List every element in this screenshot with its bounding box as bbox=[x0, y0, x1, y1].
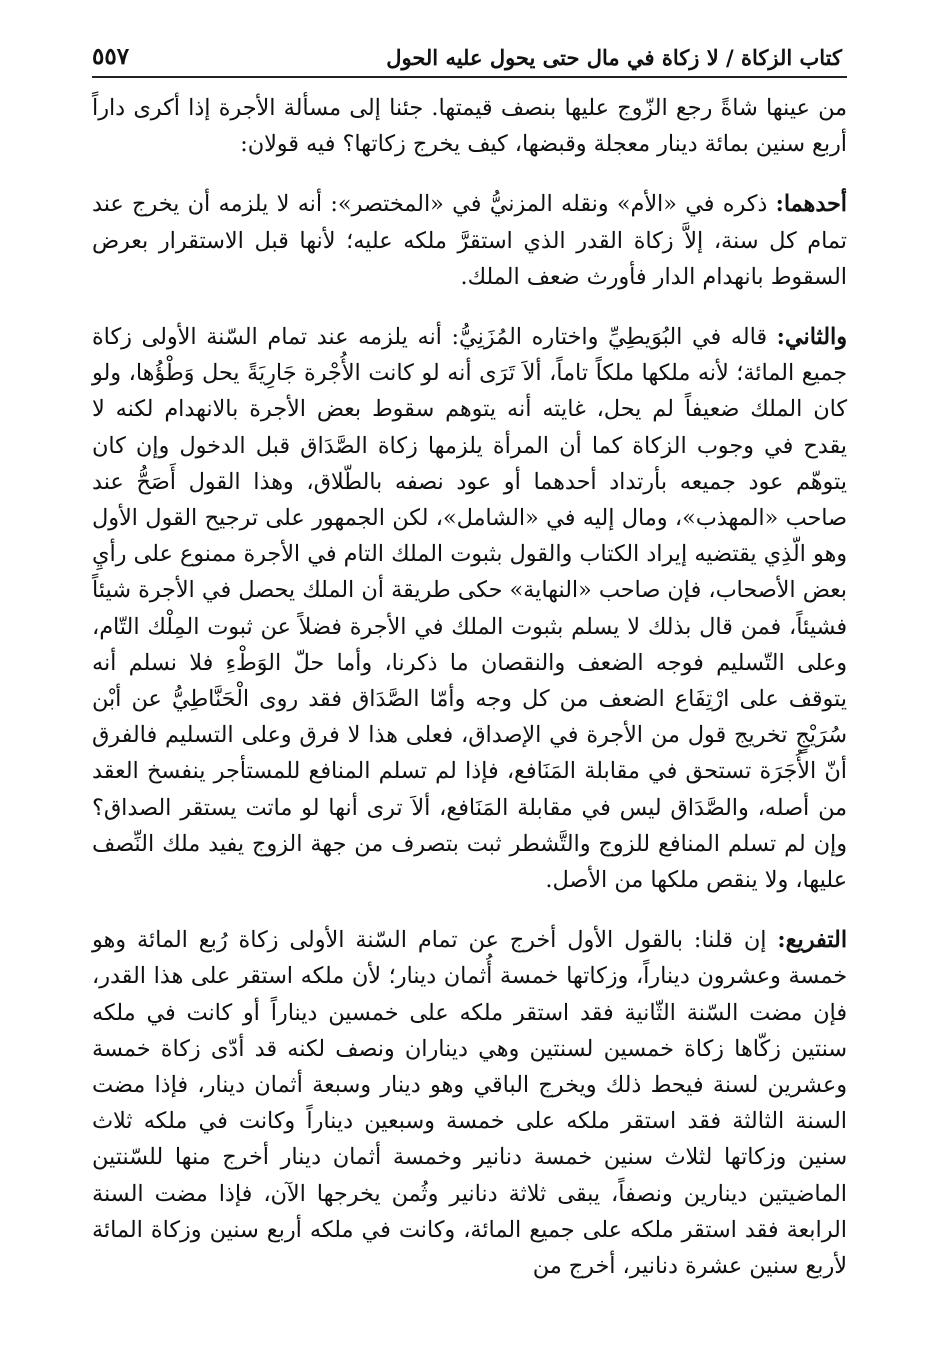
running-header bbox=[92, 30, 842, 70]
paragraph-gap bbox=[92, 295, 847, 319]
paragraph-text: ذكره في «الأم» ونقله المزنيُّ في «المختصر»: أنه لا يلزمه أن يخرج عند تمام كل سنة، إلاَّ زكاة القدر الذي استقرَّ ملكه عليه؛ لأنها قبل الاستقرار بعرض السقوط بانهدام الدار فأورث ضعف الملك. bbox=[92, 191, 847, 290]
paragraph-gap bbox=[92, 898, 847, 922]
header-rule bbox=[92, 76, 847, 78]
paragraph-text: إن قلنا: بالقول الأول أخرج عن تمام السّنة الأولى زكاة رُبع المائة وهو خمسة وعشرون ديناراً، وزكاتها خمسة أُثمان دينار؛ لأن ملكه استقر على هذا القدر، فإن مضت السّنة الثّانية فقد استقر ملكه على خمسين ديناراً أو كانت في ملكه سنتين زكّاها زكاة خمسين لسنتين وهي ديناران ونصف لكنه قد أدّى زكاة خمسة وعشرين لسنة فيحط ذلك ويخرج الباقي وهو دينار وسبعة أثمان دينار، فإذا مضت السنة الثالثة فقد استقر ملكه على خمسة وسبعين ديناراً وكانت في ملكه ثلاث سنين وزكاتها لثلاث سنين خمسة دنانير وخمسة أثمان دينار أخرج منها للسّنتين الماضيتين دينارين ونصفاً، يبقى ثلاثة دنانير وثُمن يخرجها الآن، فإذا مضت السنة الرابعة فقد استقر ملكه على جميع المائة، وكانت في ملكه أربع سنين وزكاة المائة لأربع سنين عشرة دنانير، أخرج من bbox=[92, 927, 847, 1280]
paragraph-second-opinion bbox=[92, 319, 847, 898]
paragraph-label: التفريع: bbox=[777, 927, 848, 954]
paragraph-text: من عينها شاةً رجع الزّوج عليها بنصف قيمتها. جئنا إلى مسألة الأجرة إذا أكرى داراً أربع سنين بمائة دينار معجلة وقبضها، كيف يخرج زكاتها؟ فيه قولان: bbox=[92, 95, 847, 158]
paragraph-intro bbox=[92, 90, 847, 162]
page-number: ٥٥٧ bbox=[92, 43, 130, 70]
header-title: كتاب الزكاة / لا زكاة في مال حتى يحول عليه الحول bbox=[386, 45, 842, 70]
paragraph-gap bbox=[92, 162, 847, 186]
paragraph-label: أحدهما: bbox=[775, 191, 847, 218]
paragraph-first-opinion bbox=[92, 186, 847, 295]
paragraph-text: قاله في البُوَيطِيِّ واختاره المُزَنِيُّ: أنه يلزمه عند تمام السّنة الأولى زكاة جميع المائة؛ لأنه ملكها ملكاً تاماً، ألاَ تَرَى أنه لو كانت الأُجْرة جَارِيَةً يحل وَطْؤُها، ولو كان الملك ضعيفاً لم يحل، غايته أنه يتوهم سقوط بعض الأجرة بالانهدام لكنه لا يقدح في وجوب الزكاة كما أن المرأة يلزمها زكاة الصَّدَاق قبل الدخول وإن كان يتوهّم عود جميعه بأرتداد أحدهما أو عود نصفه بالطّلاق، وهذا القول أَصَحُّ عند صاحب «المهذب»، ومال إليه في «الشامل»، لكن الجمهور على ترجيح القول الأول وهو الّذِي يقتضيه إيراد الكتاب والقول بثبوت الملك التام في الأجرة ممنوع على رأيِ بعض الأصحاب، فإن صاحب «النهاية» حكى طريقة أن الملك يحصل في الأجرة شيئاً فشيئاً، فمن قال بذلك لا يسلم بثبوت الملك في الأجرة فضلاً عن ثبوت المِلْك التّام، وعلى التّسليم فوجه الضعف والنقصان ما ذكرنا، وأما حلّ الوَطْءِ فلا نسلم أنه يتوقف على ارْتِفَاع الضعف من كل وجه وأمّا الصَّدَاق فقد روى الْحَنَّاطِيُّ عن أبْن سُرَيْجٍ تخريج قول من الأجرة في الإصداق، فعلى هذا لا فرق وعلى التسليم فالفرق أنّ الأُجَرَة تستحق في مقابلة المَنَافع، فإذا لم تسلم المنافع للمستأجر ينفسخ العقد من أصله، والصَّدَاق ليس في مقابلة المَنَافع، ألاَ ترى أنها لو ماتت يستقر الصداق؟ وإن لم تسلم المنافع للزوج والتَّشطر ثبت بتصرف من جهة الزوج يفيد ملك النِّصف عليها، ولا ينقص ملكها من الأصل. bbox=[92, 324, 847, 894]
paragraph-label: والثاني: bbox=[776, 324, 847, 351]
body-text bbox=[92, 90, 847, 1284]
paragraph-derivation bbox=[92, 922, 847, 1284]
